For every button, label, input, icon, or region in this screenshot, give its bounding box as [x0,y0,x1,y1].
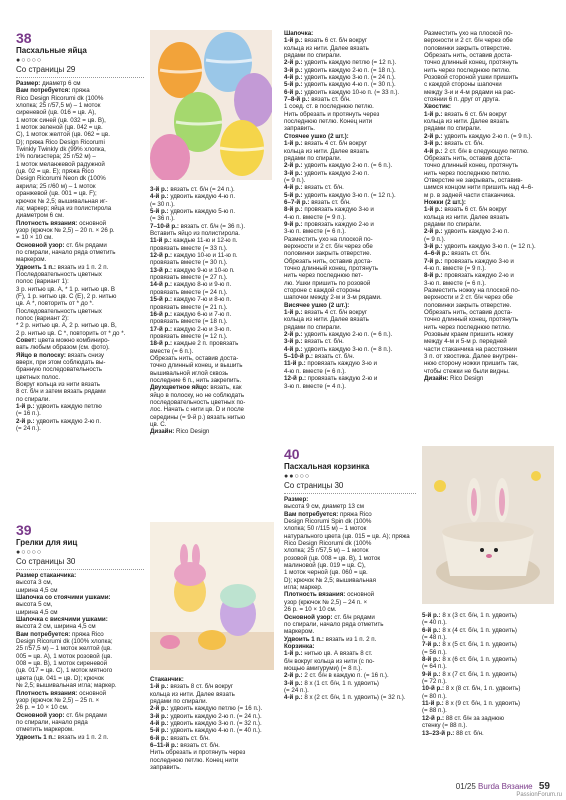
egg-cosies-photo [150,522,274,670]
text-line: стенку (= 88 п.). [422,722,468,730]
text-line: 1 соед. ст. в последнюю петлю. [284,103,374,111]
text-line: 3-ю п. вместе (= 6 п.). [424,279,486,287]
text-line: 26 р. = 10 × 10 см. [16,704,69,712]
text-line: отметить маркером. [16,726,74,734]
text-line: 1 моток зеленой (цв. 042 = цв. [16,124,103,132]
text-line: провязать вместе (= 12 п.). [150,332,228,340]
text-line: б/н вокруг кольца из нити (с по- [284,657,375,665]
text-line: цв. А *, повторить от * до *. [16,300,94,308]
text-line: 1-й р.: вязать 4 ст. б/н вокруг [284,309,368,317]
difficulty-rating: ●○○○○ [16,57,43,64]
text-line: половинки закрыть отверстие. [424,44,512,52]
text-line: Вам потребуется: пряжа Rico [16,630,104,638]
text-line: акрила; 25 г/60 м) – 1 моток [16,182,96,190]
pattern-title: Пасхальные яйца [16,46,87,55]
text-line: части стаканчика на расстоянии [424,345,517,353]
text-line: хлопка; 25 г/57,5 м) – 1 моток [16,102,101,110]
text-line: маркером. [16,256,47,264]
text-line: малиновой (цв. 019 = цв. С), [284,562,366,570]
text-line: середины (= 9-й р.) вязать нитью [150,413,245,421]
text-line: 7-й р.: 8 х (5 ст. б/н, 1 п. удвоить) [422,641,517,649]
text-line: (= 48 п.). [422,634,447,642]
text-line: по спирали. [16,395,51,403]
text-line: (= 64 п.). [422,663,447,671]
text-line: 3 р. нитью цв. А, * 1 р. нитью цв. В [16,285,116,293]
text-line: (= 30 п.). [150,200,175,208]
text-line: кольца из нити. Далее вязать [424,118,509,126]
text-line: 6-й р.: удвоить каждую 10-ю п. (= 33 п.). [284,88,400,96]
text-line: 3-й р.: удвоить каждую 2-ю п. (= 24 п.). [150,712,262,720]
text-line: 6–11-й р.: вязать ст. б/н. [150,742,220,750]
text-line: 4-ю п. вместе (= 9 п.). [284,213,346,221]
text-line: (= 80 п.). [422,692,447,700]
text-line: игла; маркер. [284,584,323,592]
text-line: по спирали, начало ряда [16,718,88,726]
text-line: полос (вариант 1): [16,278,69,286]
text-line: Хвостик: [424,103,451,111]
text-line: Шапочка: [284,30,314,37]
text-line: 6-й р.: вязать ст. б/н. [150,734,210,742]
text-line: высота 9 см, диаметр 13 см [284,503,365,511]
text-line: 26 р. = 10 × 10 см. [284,606,337,614]
text-line: 11-й р.: провязать каждую 3-ю и [284,360,377,368]
text-line: стороне с каждой стороны [284,287,361,295]
ears-and-hat-instructions [284,30,420,390]
text-line: 4-й р.: удвоить каждую 3-ю п. (= 32 п.). [150,720,262,728]
source-page: Со страницы 30 [16,557,76,566]
pattern-40-continued [422,612,554,737]
text-line: между 3-и и 4-м рядами на рас- [424,88,516,96]
text-line: 008 = цв. В), 1 моток сиреневой [16,660,108,668]
text-line: 7–10-й р.: вязать ст. б/н (= 36 п.). [150,222,246,230]
text-line: Размер: диаметр 6 см [16,80,81,87]
pattern-40-text [284,496,416,702]
text-line: точно длинный конец, и вышить [150,362,243,370]
text-line: кольца из нити. Далее вязать [284,44,369,52]
text-line: по спирали, начало ряда отметить [16,248,116,256]
text-line: (= 16 п.). [16,410,41,418]
text-line: Обрезать нить, оставив доста- [424,154,513,162]
text-line: Вокруг кольца из нити вязать [16,381,100,389]
text-line: 11-й р.: каждые 11-ю и 12-ю п. [150,237,238,245]
text-line: провязать вместе (= 18 п.). [150,318,228,326]
text-line: цвета (цв. 041 = цв. D); крючок [16,674,104,682]
text-line: Последовательность цветных [16,270,102,278]
source-page: Со страницы 29 [16,65,76,74]
text-line: 1% полиэстера; 25 г/52 м) – [16,153,96,161]
text-line: С), 1 моток желтой (цв. 062 = цв. [16,131,110,139]
text-line: 2-й р.: удвоить каждую 2-ю п. [16,417,102,425]
text-line: высота 2 см, ширина 4,5 см [16,623,96,631]
text-line: 4-й р.: удвоить каждую 3-ю п. (= 24 п.). [284,74,396,82]
text-line: половинки закрыть отверстие. [424,301,512,309]
text-line: 3-й р.: удвоить каждую 3-ю п. (= 12 п.). [424,242,536,250]
text-line: 3-ю п. вместе (= 4 п.). [284,382,346,390]
text-line: точно длинный конец, протянуть [424,162,518,170]
text-line: нить через последнюю петлю. [424,66,511,74]
text-line: (= 24 п.). [16,425,41,433]
text-line: 9-й р.: провязать каждую 2-ю и [284,220,374,228]
text-line: провязать вместе (= 30 п.). [150,259,228,267]
text-line: Плотность вязания: основной [16,689,107,697]
text-line: Плотность вязания: основной [16,219,107,227]
text-line: 1-й р.: вязать 6 ст. б/н вокруг [424,206,508,214]
text-line: нить через последнюю пет- [284,272,363,280]
text-line: 1-й р.: вязать 4 ст. б/н вокруг [284,140,368,148]
text-line: 3-й р.: вязать ст. б/н (= 24 п.). [150,186,235,193]
difficulty-rating: ●○○○○ [16,549,43,556]
watermark: PassionForum.ru [516,792,562,798]
text-line: 1-й р.: нитью цв. А вязать 8 ст. [284,650,373,658]
text-line: м р. в задней части стаканчика. [424,191,516,199]
text-line: Последовательность цветных [16,307,102,315]
text-line: Обрезать нить, оставив доста- [424,309,513,317]
text-line: Корзинка: [284,642,315,650]
text-line: полос (вариант 2): [16,315,69,322]
divider [16,569,144,570]
text-line: 1 моток синей (цв. 032 = цв. В), [16,116,106,124]
text-line: маркером. [284,628,315,636]
text-line: 2-й р.: удвоить каждую 2-ю п. (= 6 п.). [284,331,393,339]
text-line: вышивальной иглой сквозь [150,369,229,377]
text-line: 005 = цв. А), 1 моток розовой (цв. [16,652,113,660]
text-line: Дизайн: Rico Design [150,428,210,436]
text-line: последнюю петлю. Конец нити [284,118,373,126]
text-line: 5-й р.: 8 х (3 ст. б/н, 1 п. удвоить) [422,612,517,619]
page-number: 59 [538,781,550,792]
text-line: 4-ю п. вместе (= 6 п.). [284,367,346,375]
text-line: по спирали, начало ряда отметить [284,620,384,628]
text-line: 2 р. нитью цв. С *, повторить от * до *. [16,329,126,337]
text-line: натурального цвета (цв. 015 = цв. А); пряжа [284,532,410,540]
text-line: высота 5 см, [16,601,53,609]
text-line: с каждой стороны шапочки [424,81,502,89]
text-line: (= 24 п.). [284,686,309,694]
text-line: 1-й р.: вязать 6 ст. б/н вокруг [424,110,508,118]
text-line: провязать вместе (= 24 п.). [150,288,228,296]
text-line: верхности и 2 ст. б/н через обе [424,37,513,45]
text-line: стоянии 6 п. друг от друга. [424,96,500,104]
text-line: верхности и 2 ст. б/н через обе [424,294,513,302]
text-line: лос. Начать с нити цв. D и после [150,406,244,414]
text-line: половинки закрыть отверстие. [284,250,372,258]
text-line: Размер: [284,496,309,503]
text-line: 2-й р.: 2 ст. б/н в каждую п. (= 16 п.). [284,672,389,680]
pattern-40 [284,446,416,702]
text-line: 5–10-й р.: вязать ст. б/н. [284,353,355,361]
text-line: Дизайн: Rico Design [424,375,484,383]
text-line: D); крючок № 2,5; вышивальная [284,576,376,584]
text-line: точно длинный конец, протянуть [284,265,378,272]
text-line: Нить обрезать и протянуть через [150,749,246,757]
text-line: (цв. 02 = цв. Е); пряжа Rico [16,168,94,176]
text-line: 4–6-й р.: вязать ст. б/н. [424,250,491,258]
pattern-38 [16,30,144,433]
source-page: Со страницы 30 [284,481,344,490]
text-line: 11-й р.: 8 х (9 ст. б/н, 1 п. удвоить) [422,700,521,708]
text-line: хлопка; 25 г/57,5 м) – 1 моток [284,547,369,555]
text-line: провязать вместе (= 33 п.). [150,244,228,252]
text-line: ла; маркер; яйца из полистирола [16,204,112,212]
text-line: между 4-м и 5-м р. передней [424,338,507,346]
text-line: Удвоить 1 п.: вязать из 1 п. 2 п. [16,733,109,741]
text-line: 6-й р.: 8 х (4 ст. б/н, 1 п. удвоить) [422,626,517,634]
text-line: 13-й р.: каждую 9-ю и 10-ю п. [150,266,235,274]
text-line: Стаканчик: [150,676,184,683]
text-line: 25 г/57,5 м) – 1 моток желтой (цв. [16,645,112,653]
text-line: провязать вместе (= 21 п.). [150,303,228,311]
text-line: рядами по спирали. [284,323,342,331]
text-line: Twinkly Twinkly dk (99% хлопка, [16,146,106,154]
text-line: 8 ст. б/н и затем вязать рядами [16,388,106,396]
text-line: 17-й р.: каждую 2-ю и 3-ю п. [150,325,232,333]
text-line: Основной узор: ст. б/н рядами [16,241,107,249]
text-line: 8-й р.: провязать каждую 2-ю и [424,272,514,280]
text-line: Разместить ухо на плоской по- [284,235,373,243]
text-line: 1 моток черной (цв. 060 = цв. [284,569,368,577]
text-line: рядами по спирали. [424,125,482,133]
pattern-title: Пасхальная корзинка [284,462,370,471]
text-line: Вам потребуется: пряжа Rico [284,510,372,518]
text-line: * 2 р. нитью цв. А, 2 р. нитью цв. В, [16,322,117,330]
text-line: Отверстие не закрывать, оставив- [424,176,523,184]
text-line: нюю сторону ножки пришить так, [424,360,519,368]
pattern-38-continued [150,186,274,436]
text-line: Design Ricorumi Neon dk (100% [16,175,106,183]
text-line: Удвоить 1 п.: вязать из 1 п. 2 п. [16,263,109,271]
text-line: Rico Design Ricorumi dk (100% [284,540,372,548]
text-line: вать любым образом (см. фото). [16,344,110,352]
text-line: 12-й р.: провязать каждую 2-ю и [284,375,378,383]
text-line: крючок № 2,5; вышивальная иг- [16,197,108,205]
divider [16,77,144,78]
text-line: точно длинный конец, протянуть [424,59,518,67]
easter-eggs-photo [150,30,272,180]
text-line: яйцо в полоску, но не соблюдать [150,391,245,399]
pattern-39-continued [150,676,274,771]
text-line: Основной узор: ст. б/н рядами [16,711,107,719]
text-line: Разместить ухо на плоской по- [424,30,513,37]
text-line: (= 72 п.). [422,678,447,686]
text-line: Совет: цвета можно комбиниро- [16,337,110,345]
text-line: точно длинный конец, протянуть [424,316,518,324]
text-line: = 10 × 10 см. [16,234,53,242]
text-line: 4-й р.: 2 ст. б/н в следующую петлю. [424,147,529,155]
text-line: 9-й р.: 8 х (7 ст. б/н, 1 п. удвоить) [422,670,517,678]
text-line: 4-й р.: удвоить каждую 4-ю п. [150,193,236,201]
text-line: чтобы стежки не были видны. [424,367,510,375]
text-line: узор (крючок № 2,5) – 20 п. × 26 р. [16,226,115,234]
text-line: 7-й р.: провязать каждую 3-ю и [424,257,514,265]
text-line: 10-й р.: 8 х (8 ст. б/н, 1 п. удвоить) [422,685,521,693]
text-line: Вставить яйцо из полистирола. [150,230,241,238]
text-line: 12-й р.: каждую 10-ю и 11-ю п. [150,252,238,260]
pattern-title: Грелки для яиц [16,538,78,547]
text-line: кольца из нити. Далее вязать [284,147,369,155]
text-line: оранжевой (цв. 001 = цв. F); [16,190,97,198]
text-line: 18-й р.: каждые 2 п. провязать [150,340,239,348]
text-line: заправить. [150,764,182,772]
text-line: 4-й р.: удвоить каждую 3-ю п. (= 8 п.). [284,345,393,353]
text-line: 4-й р.: вязать ст. б/н. [284,184,344,192]
text-line: (цв. 017 = цв. С), 1 моток мятного [16,667,113,675]
text-line: рядами по спирали. [284,154,342,162]
text-line: (= 9 п.). [424,235,446,243]
text-line: 3-й р.: вязать ст. б/н. [284,338,344,346]
text-line: последние 6 п., нить закрепить. [150,376,242,384]
text-line: 3 п. от хвостика. Далее внутрен- [424,353,518,361]
issue-number: 01/25 [455,782,476,791]
text-line: 12-й р.: 88 ст. б/н за заднюю [422,714,505,722]
text-line: 5-й р.: удвоить каждую 4-ю п. (= 30 п.). [284,81,396,89]
text-line: Двухцветное яйцо: вязать, как [150,384,242,392]
text-line: диаметром 6 см. [16,212,64,220]
text-line: (= 56 п.). [422,648,447,656]
text-line: 2-й р.: удвоить каждую петлю (= 12 п.). [284,59,397,67]
text-line: рядами по спирали. [150,698,208,706]
text-line: Шапочка с висячими ушками: [16,616,108,624]
text-line: 3-й р.: 8 х (1 ст. б/н, 1 п. удвоить) [284,679,379,687]
text-line: 2-й р.: удвоить каждую 2-ю п. (= 6 п.). [284,162,393,170]
text-line: 1 моток меланжевой радужной [16,160,105,168]
text-line: Вам потребуется: пряжа [16,87,90,95]
text-line: провязать вместе (= 27 п.). [150,274,228,282]
text-line: рядами по спирали. [424,220,482,228]
text-line: 4-ю п. вместе (= 9 п.). [424,265,486,272]
text-line: лю. Ушки пришить по розовой [284,279,371,287]
text-line: вместе (= 6 п.). [150,347,194,355]
text-line: 3-й р.: удвоить каждую 2-ю п. (= 18 п.). [284,66,396,74]
text-line: Обрезать нить, оставив доста- [150,354,239,362]
page-footer [456,781,550,792]
pattern-39 [16,522,144,741]
text-line: Висячее ушко (2 шт.): [284,301,350,309]
text-line: 16-й р.: каждую 6-ю и 7-ю п. [150,310,232,318]
text-line: 8-й р.: 8 х (6 ст. б/н, 1 п. удвоить) [422,656,517,664]
text-line: Шапочка со стоячими ушками: [16,594,111,602]
text-line: мощью амигуруми) (= 8 п.). [284,664,363,672]
text-line: Design Ricorumi Spin dk (100% [284,518,372,526]
text-line: D); пряжа Rico Design Ricorumi [16,138,105,146]
tail-and-legs-instructions [424,30,554,383]
text-line: сиреневой (цв. 016 = цв. А), [16,109,97,117]
text-line: шапочки между 2-м и 3-м рядами. [284,294,382,302]
text-line: высота 3 см, [16,579,53,587]
text-line: 1-й р.: вязать 6 ст. б/н вокруг [284,37,368,45]
text-line: хлопка; 50 г/115 м) – 1 моток [284,525,367,533]
text-line: Разместить ножку на плоской по- [424,287,520,295]
text-line: узор (крючок № 2,5) – 25 п. × [16,696,100,704]
text-line: последовательность цветных по- [150,398,246,406]
text-line: кольца из нити. Далее вязать [424,213,509,221]
text-line: (= 36 п.). [150,215,175,223]
text-line: 8-й р.: провязать каждую 3-ю и [284,206,374,214]
text-line: Нить обрезать и протянуть через [284,110,380,118]
text-line: Design Ricorumi dk (100% хлопка; [16,638,113,646]
text-line: цветных полос. [16,373,61,381]
difficulty-rating: ●●○○○ [284,473,311,480]
text-line: нить через последнюю петлю. [424,323,511,331]
text-line: № 2,5; вышивальная игла; маркер. [16,682,117,690]
text-line: Удвоить 1 п.: вязать из 1 п. 2 п. [284,635,377,643]
text-line: Яйцо в полоску: вязать снизу [16,351,104,359]
text-line: нить через последнюю петлю. [424,169,511,177]
text-line: 7–8-й р.: вязать ст. б/н. [284,96,351,104]
text-line: Плотность вязания: основной [284,591,375,599]
text-line: 3-й р.: вязать ст. б/н. [424,140,484,148]
text-line: рядами по спирали. [284,52,342,60]
text-line: (= 40 п.). [422,619,447,627]
text-line: Основной узор: ст. б/н рядами [284,613,375,621]
text-line: 2-й р.: удвоить каждую 2-ю п. [424,228,510,236]
text-line: 3-й р.: удвоить каждую 2-ю п. [284,169,370,177]
pattern-number: 39 [16,522,32,538]
text-line: Обрезать нить, оставив доста- [284,257,373,265]
text-line: последнюю петлю. Конец нити [150,756,239,764]
text-line: (= 88 п.). [422,707,447,715]
text-line: Розовой стороной ушки пришить [424,74,519,82]
text-line: 1-й р.: удвоить каждую петлю [16,403,102,411]
text-line: 5-й р.: удвоить каждую 5-ю п. [150,208,236,216]
text-line: Ножки (2 шт.): [424,198,466,206]
text-line: 2-й р.: удвоить каждую петлю (= 16 п.). [150,705,263,713]
text-line: вверх, при этом соблюдать вы- [16,359,106,367]
text-line: ширина 4,5 см [16,586,58,594]
text-line: розовой (цв. 008 = цв. В), 1 моток [284,554,381,562]
text-line: Стоячее ушко (2 шт.): [284,132,349,140]
text-line: 5-й р.: удвоить каждую 4-ю п. (= 40 п.). [150,727,262,735]
text-line: 13–23-й р.: 88 ст. б/н. [422,729,484,737]
text-line: (= 9 п.). [284,176,306,184]
text-line: 4-й р.: 8 х (2 ст. б/н, 1 п. удвоить) (= 32 п.). [284,694,406,702]
text-line: цв. С. [150,421,167,428]
text-line: 1-й р.: вязать 8 ст. б/н вокруг [150,683,234,691]
text-line: Rico Design Ricorumi dk (100% [16,94,104,102]
text-line: 5-й р.: удвоить каждую 3-ю п. (= 12 п.). [284,191,396,199]
text-line: 3-ю п. вместе (= 6 п.). [284,228,346,236]
text-line: ширина 4,5 см [16,608,58,616]
text-line: 2-й р.: удвоить каждую 2-ю п. (= 9 п.). [424,132,533,140]
text-line: кольца из нити. Далее вязать [150,690,235,698]
divider [284,493,416,494]
text-line: бранную последовательность [16,366,102,374]
text-line: шимся концом нити пришить над 4–6- [424,184,534,192]
pattern-38-text [16,80,144,433]
text-line: 15-й р.: каждую 7-ю и 8-ю п. [150,296,232,304]
pattern-number: 38 [16,30,32,46]
text-line: Обрезать нить, оставив доста- [424,52,513,60]
text-line: кольца из нити. Далее вязать [284,316,369,324]
magazine-title: Burda Вязание [478,782,533,791]
text-line: Размер стаканчика: [16,572,77,579]
text-line: заправить. [284,125,316,133]
text-line: (F), 1 р. нитью цв. С (Е), 2 р. нитью [16,292,117,300]
easter-basket-photo [422,446,554,604]
text-line: 14-й р.: каждую 8-ю и 9-ю п. [150,281,232,289]
text-line: узор (крючок № 2,5) – 24 п. × [284,598,368,606]
text-line: 6–7-й р.: вязать ст. б/н. [284,198,351,206]
text-line: верхности и 2 ст. б/н через обе [284,242,373,250]
text-line: Розовым краем пришить ножку [424,331,514,339]
pattern-39-text [16,572,144,741]
pattern-number: 40 [284,446,300,462]
